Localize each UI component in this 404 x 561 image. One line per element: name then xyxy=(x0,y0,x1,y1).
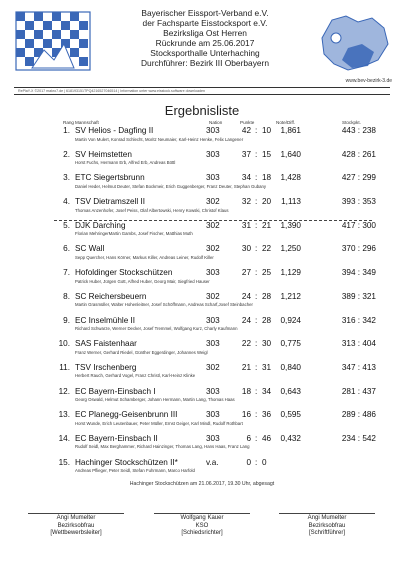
points-separator: : xyxy=(255,268,258,278)
points-separator: : xyxy=(255,149,258,159)
points-separator: : xyxy=(255,197,258,207)
col-stock: Stockpkt. xyxy=(342,120,361,125)
points-for: 34 xyxy=(241,173,251,183)
table-row xyxy=(0,219,404,243)
table-row xyxy=(0,432,404,456)
nation-cell: 302 xyxy=(206,244,220,254)
cancellation-note: Hachinger Stockschützen am 21.06.2017, 19.30 Uhr, abgesagt xyxy=(129,481,275,487)
player-list: Andreas Pflieger, Peter Seidl, Stefan Fuhrmann, Marco Harfold xyxy=(75,468,195,474)
stock-points-cell: 347 : 413 xyxy=(341,362,376,372)
nation-cell: 303 xyxy=(206,315,220,325)
rank-cell: 7. xyxy=(63,268,70,278)
points-for: 37 xyxy=(241,149,251,159)
nation-cell: 303 xyxy=(206,410,220,420)
results-table xyxy=(0,124,404,479)
rank-cell: 2. xyxy=(63,149,70,159)
playoff-separator xyxy=(54,220,372,221)
rank-cell: 14. xyxy=(58,433,70,443)
logo-url: www.bev-bezirk-3.de xyxy=(345,78,392,84)
col-punkte: Punkte xyxy=(240,120,255,125)
col-rang: Rang xyxy=(63,120,74,125)
quotient-cell: 1,861 xyxy=(280,126,301,135)
table-row xyxy=(0,456,404,480)
nation-cell: 302 xyxy=(206,220,220,230)
nation-cell: 302 xyxy=(206,197,220,207)
signature-schiedsrichter xyxy=(147,513,257,538)
points-separator: : xyxy=(255,126,258,135)
signer-name: Angi Mumelter xyxy=(307,515,347,521)
table-row xyxy=(0,124,404,148)
rank-cell: 1. xyxy=(63,126,70,135)
team-name: Hachinger Stockschützen II* xyxy=(75,457,178,467)
points-for: 31 xyxy=(241,220,251,230)
player-list: Florian MehringerMartin Gambs, Josef Fischer, Matthias Muth xyxy=(75,231,193,237)
team-name: SAS Faistenhaar xyxy=(75,339,137,349)
rank-cell: 10. xyxy=(58,339,70,349)
stock-points-cell: 370 : 296 xyxy=(341,244,376,254)
team-name: ETC Siegertsbrunn xyxy=(75,173,145,183)
points-against: 0 xyxy=(262,457,267,467)
quotient-cell: 1,113 xyxy=(281,197,301,207)
header-rule xyxy=(14,87,390,88)
stock-points-cell: 427 : 299 xyxy=(341,173,376,183)
signature-schriftfuehrer xyxy=(272,513,382,538)
table-row xyxy=(0,266,404,290)
signer-role: [Schiedsrichter] xyxy=(181,530,223,536)
stock-points-cell: 281 : 437 xyxy=(341,386,376,396)
player-list: Thomas Anzenhofer, Josef Peiss, Olaf Albertowski, Henry Kowski, Christof Klaus xyxy=(75,207,229,213)
points-for: 42 xyxy=(241,126,251,135)
points-against: 21 xyxy=(262,220,272,230)
table-row xyxy=(0,242,404,266)
team-name: EC Bayern-Einsbach II xyxy=(75,433,158,443)
player-list: Martin Von Mulert, Konrad Schlecht, Moritz Neumaier, Karl-Heinz Henke, Felix Langener xyxy=(75,136,244,142)
player-list: Rudolf Seidl, Max Berghammer, Richard Hainzinger, Thomas Lang, Hans Haas, Franz Lang xyxy=(75,444,250,450)
points-separator: : xyxy=(255,220,258,230)
points-for: 24 xyxy=(241,291,251,301)
points-for: 18 xyxy=(241,386,251,396)
points-for: 24 xyxy=(241,315,251,325)
signature-wettbewerbsleiter xyxy=(21,513,131,538)
signature-line xyxy=(154,513,250,514)
table-row xyxy=(0,290,404,314)
rank-cell: 12. xyxy=(58,386,70,396)
quotient-cell: 0,775 xyxy=(280,339,301,349)
team-name: DJK Darching xyxy=(75,220,126,230)
team-name: SC Wall xyxy=(75,244,105,254)
player-list: Richard Schwarze, Werner Decker, Josef Tremmel, Wolfgang Kurz, Charly Kaufmann xyxy=(75,326,238,331)
points-separator: : xyxy=(255,291,258,301)
points-separator: : xyxy=(255,362,258,372)
col-nation: Nation xyxy=(209,120,223,125)
header-rule xyxy=(14,94,390,95)
header-line: der Fachsparte Eisstocksport e.V. xyxy=(142,18,268,28)
points-separator: : xyxy=(255,339,258,349)
points-against: 22 xyxy=(262,244,272,254)
nation-cell: 303 xyxy=(206,268,220,278)
player-list: Herbert Rauch, Gerhard Vogel, Franz Christl, Karl-Heinz Klinke xyxy=(75,373,196,379)
signer-org: Bezirksobfrau xyxy=(308,522,346,529)
header-line: Stocksporthalle Unterhaching xyxy=(150,48,260,58)
team-name: SV Heimstetten xyxy=(75,149,132,159)
quotient-cell: 1,390 xyxy=(280,220,301,230)
table-row xyxy=(0,361,404,385)
points-against: 36 xyxy=(262,410,272,420)
stock-points-cell: 289 : 486 xyxy=(341,410,376,420)
rank-cell: 4. xyxy=(63,197,70,207)
quotient-cell: 0,840 xyxy=(280,362,301,372)
signer-role: [Wettbewerbsleiter] xyxy=(50,530,102,536)
points-separator: : xyxy=(255,244,258,254)
quotient-cell: 0,432 xyxy=(280,433,301,443)
points-against: 15 xyxy=(262,149,272,159)
nation-cell: 303 xyxy=(206,433,220,443)
col-note: Note/Diff. xyxy=(276,120,296,125)
table-row xyxy=(0,314,404,338)
nation-cell: v.a. xyxy=(206,457,219,467)
nation-cell: 302 xyxy=(206,362,220,372)
points-against: 20 xyxy=(262,197,272,207)
points-against: 34 xyxy=(262,386,272,396)
points-separator: : xyxy=(255,433,258,443)
player-list: Sepp Quercher, Hans Körner, Markus Killer, Andreas Leiner, Rudolf Killer xyxy=(75,254,214,260)
nation-cell: 303 xyxy=(206,173,220,183)
nation-cell: 303 xyxy=(206,126,220,135)
quotient-cell: 0,924 xyxy=(280,315,301,325)
page-title: Ergebnisliste xyxy=(164,103,240,118)
nation-cell: 303 xyxy=(206,149,220,159)
signer-name: Angi Mumelter xyxy=(56,515,96,521)
rank-cell: 8. xyxy=(63,291,70,301)
team-name: TSV Irschenberg xyxy=(75,362,137,372)
rank-cell: 13. xyxy=(58,410,70,420)
signature-line xyxy=(28,513,124,514)
table-row xyxy=(0,337,404,361)
points-separator: : xyxy=(255,410,258,420)
nation-cell: 303 xyxy=(206,386,220,396)
signature-line xyxy=(279,513,375,514)
quotient-cell: 1,428 xyxy=(280,173,301,183)
points-separator: : xyxy=(255,315,258,325)
signer-name: Wolfgang Kauer xyxy=(180,515,224,521)
stock-points-cell: 394 : 349 xyxy=(341,268,376,278)
points-for: 0 xyxy=(246,457,251,467)
points-separator: : xyxy=(255,386,258,396)
points-for: 16 xyxy=(241,410,251,420)
table-row xyxy=(0,148,404,172)
stock-points-cell: 313 : 404 xyxy=(341,339,376,349)
table-row xyxy=(0,385,404,409)
quotient-cell: 0,595 xyxy=(280,410,301,420)
quotient-cell: 0,643 xyxy=(280,386,301,396)
points-against: 30 xyxy=(262,339,272,349)
points-for: 6 xyxy=(246,433,251,443)
points-against: 31 xyxy=(262,362,272,372)
player-list: Daniel Heder, Helmut Deuter, Stefan Bockmeir, Erich Guggenberger, Franz Deuter, Stephan Gubany xyxy=(75,183,267,189)
stock-points-cell: 417 : 300 xyxy=(341,220,376,230)
bavaria-map-logo-icon xyxy=(312,8,394,80)
points-for: 22 xyxy=(241,339,251,349)
header-line: Bayerischer Eissport-Verband e.V. xyxy=(141,8,269,18)
signer-org: Bezirksobfrau xyxy=(57,522,95,529)
rank-cell: 11. xyxy=(59,362,70,372)
points-for: 27 xyxy=(241,268,251,278)
player-list: Patrick Huber, Jürgen Gott, Alfred Huber, Georg Mair, Siegfried Hauser xyxy=(75,278,210,284)
rank-cell: 9. xyxy=(63,315,70,325)
stock-points-cell: 234 : 542 xyxy=(341,433,376,443)
stock-points-cell: 428 : 261 xyxy=(341,149,376,159)
stock-points-cell: 443 : 238 xyxy=(341,126,376,135)
bev-logo-icon xyxy=(14,10,92,72)
nation-cell: 302 xyxy=(206,291,220,301)
table-row xyxy=(0,195,404,219)
signer-org: KSO xyxy=(195,522,209,529)
header-text xyxy=(100,8,310,68)
points-for: 32 xyxy=(241,197,251,207)
points-against: 28 xyxy=(262,291,272,301)
player-list: Horst Wunde, Erich Leutenbauer, Peter Müller, Ernst Geiger, Karl Mindl, Rudolf Rothbart xyxy=(75,420,243,426)
stock-points-cell: 393 : 353 xyxy=(341,197,376,207)
stock-points-cell: 389 : 321 xyxy=(341,291,376,301)
document-header xyxy=(10,6,394,88)
points-against: 25 xyxy=(262,268,272,278)
header-line: Rückrunde am 25.06.2017 xyxy=(155,38,255,48)
player-list: Franz Werner, Gerhard Riedel, Günther Eggerdinger, Johannes Weigl xyxy=(75,349,208,355)
quotient-cell: 1,250 xyxy=(280,244,301,254)
player-list: Georg Oswald, Helmut Schamberger, Johann Hermann, Martin Lang, Thomas Haas xyxy=(75,397,235,403)
team-name: EC Bayern-Einsbach I xyxy=(75,386,156,396)
team-name: Hofoldinger Stockschützen xyxy=(75,268,173,278)
player-list: Horst Fuchs, Hermann Erb, Alfred Erb, Andreas Böttl xyxy=(75,160,176,166)
points-against: 28 xyxy=(262,315,272,325)
points-separator: : xyxy=(255,173,258,183)
signer-role: [Schriftführer] xyxy=(308,530,345,536)
table-row xyxy=(0,408,404,432)
points-for: 30 xyxy=(241,244,251,254)
software-info: RePlaY-X ©2017 makro7.de | 618193151TPQ4216527046514 | Information unter www.eisstock.software downloaden xyxy=(18,89,205,93)
col-team: Mannschaft xyxy=(75,120,99,125)
stock-points-cell: 316 : 342 xyxy=(341,315,376,325)
team-name: EC Planegg-Geisenbrunn III xyxy=(75,410,178,420)
signature-block xyxy=(0,513,404,553)
team-name: SC Reichersbeuern xyxy=(75,291,147,301)
points-against: 10 xyxy=(262,126,272,135)
rank-cell: 3. xyxy=(63,173,70,183)
quotient-cell: 1,640 xyxy=(280,149,301,159)
points-against: 46 xyxy=(262,433,272,443)
team-name: TSV Dietramszell II xyxy=(75,197,146,207)
team-name: SV Helios - Dagfing II xyxy=(75,126,154,135)
points-separator: : xyxy=(255,457,258,467)
points-for: 21 xyxy=(241,362,251,372)
player-list: Martin Grasmüller, Walter Hohenleitner, Josef Schöffmann, Andreas Scharf,Josef Steinbacher xyxy=(75,302,253,308)
team-name: EC Inselmühle II xyxy=(75,315,136,325)
rank-cell: 6. xyxy=(63,244,70,254)
quotient-cell: 1,212 xyxy=(280,291,301,301)
quotient-cell: 1,129 xyxy=(280,268,301,278)
rank-cell: 15. xyxy=(58,457,70,467)
nation-cell: 303 xyxy=(206,339,220,349)
table-row xyxy=(0,171,404,195)
points-against: 18 xyxy=(262,173,272,183)
header-line: Bezirksliga Ost Herren xyxy=(163,28,247,38)
header-line: Durchführer: Bezirk III Oberbayern xyxy=(140,58,269,68)
rank-cell: 5. xyxy=(63,220,70,230)
